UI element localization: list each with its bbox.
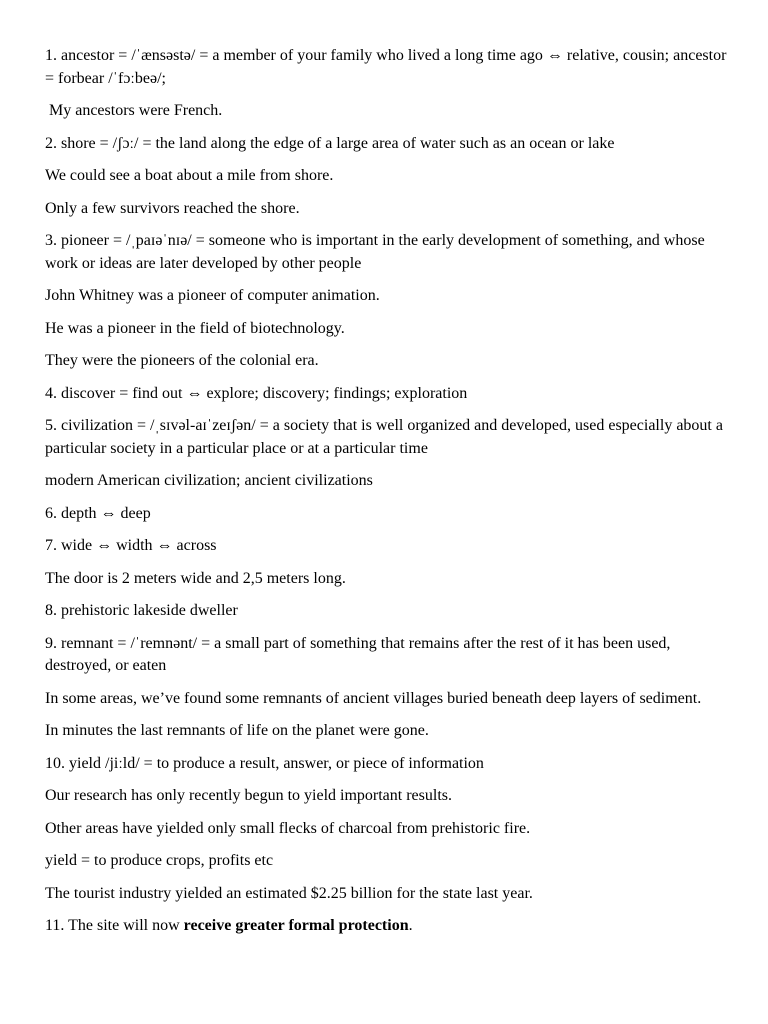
paragraph: 9. remnant = /ˈremnənt/ = a small part of something that remains after the rest of it has been used, destroyed, or eaten bbox=[45, 634, 671, 674]
example-sentence: In minutes the last remnants of life on the planet were gone. bbox=[45, 722, 429, 739]
example-sentence: We could see a boat about a mile from shore. bbox=[45, 167, 334, 184]
paragraph: 1. ancestor = /ˈænsəstə/ = a member of your family who lived a long time ago ⇔ relative, cousin; ancestor = forbear /ˈfɔːbeə/; bbox=[45, 47, 727, 87]
example-sentence: They were the pioneers of the colonial era. bbox=[45, 352, 319, 369]
example-sentence: In some areas, we’ve found some remnants of ancient villages buried beneath deep layers of sediment. bbox=[45, 689, 702, 707]
last-paragraph bbox=[45, 915, 735, 938]
example-sentence: The door is 2 meters wide and 2,5 meters long. bbox=[45, 569, 346, 587]
example-sentence: modern American civilization; ancient civilizations bbox=[45, 472, 373, 489]
paragraph: 2. shore = /ʃɔː/ = the land along the edge of a large area of water such as an ocean or lake bbox=[45, 134, 615, 152]
paragraph: yield = to produce crops, profits etc bbox=[45, 852, 274, 869]
paragraph: 6. depth ⇔ deep bbox=[45, 504, 151, 522]
bold-phrase: receive greater formal protection bbox=[183, 917, 409, 934]
example-sentence: Our research has only recently begun to yield important results. bbox=[45, 787, 452, 804]
paragraph: 8. prehistoric lakeside dweller bbox=[45, 602, 238, 619]
last-paragraph-prefix: 11. The site will now bbox=[45, 917, 184, 934]
paragraph: 5. civilization = /ˌsɪvəl-aɪˈzeɪʃən/ = a society that is well organized and developed, used especially about a particular society in a particular place or at a particular time bbox=[45, 417, 723, 457]
example-sentence: My ancestors were French. bbox=[49, 102, 223, 119]
example-sentence: Only a few survivors reached the shore. bbox=[45, 199, 300, 217]
document-page bbox=[45, 45, 735, 948]
example-sentence: The tourist industry yielded an estimated $2.25 billion for the state last year. bbox=[45, 884, 533, 902]
last-paragraph-suffix: . bbox=[408, 917, 413, 934]
paragraph: 4. discover = find out ⇔ explore; discovery; findings; exploration bbox=[45, 384, 468, 402]
paragraph: 3. pioneer = /ˌpaɪəˈnɪə/ = someone who is important in the early development of something, and whose work or ideas are later developed by other people bbox=[45, 232, 705, 272]
paragraph: 7. wide ⇔ width ⇔ across bbox=[45, 537, 217, 554]
paragraph: 10. yield /jiːld/ = to produce a result, answer, or piece of information bbox=[45, 754, 484, 772]
example-sentence: Other areas have yielded only small flecks of charcoal from prehistoric fire. bbox=[45, 819, 531, 837]
example-sentence: John Whitney was a pioneer of computer animation. bbox=[45, 287, 380, 304]
example-sentence: He was a pioneer in the field of biotechnology. bbox=[45, 319, 345, 337]
